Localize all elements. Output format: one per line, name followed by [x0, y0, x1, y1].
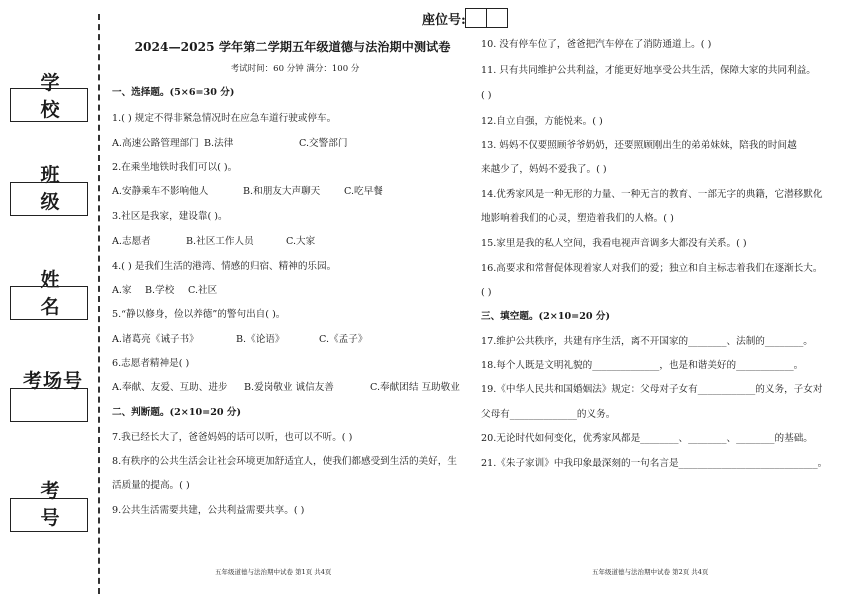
question-4: 4.( ) 是我们生活的港湾、情感的归宿、精神的乐园。	[112, 261, 337, 272]
question-14-cont: 地影响着我们的心灵，塑造着我们的人格。( )	[481, 213, 674, 224]
option-b: B.和朋友大声聊天	[243, 186, 321, 197]
option-a: A.安静乘车不影响他人	[112, 186, 209, 197]
section-fill-title: 三、填空题。(2×10=20 分)	[481, 311, 611, 322]
option-b: B.爱岗敬业 诚信友善	[244, 382, 334, 393]
seat-cell[interactable]	[486, 8, 508, 28]
section-judge-title: 二、判断题。(2×10=20 分)	[112, 407, 242, 418]
exam-number-label: 考 号	[40, 480, 66, 529]
seat-label: 座位号:	[422, 12, 466, 28]
question-18: 18.每个人既是文明礼貌的______________，也是和谐美好的____________。	[481, 360, 804, 371]
question-17: 17.维护公共秩序，共建有序生活，离不开国家的________、法制的________。	[481, 336, 813, 347]
option-a: A.诸葛亮《诫子书》	[112, 334, 199, 345]
question-10: 10. 没有停车位了，爸爸把汽车停在了消防通道上。( )	[481, 39, 712, 50]
option-a: A.奉献、友爱、互助、进步	[112, 382, 228, 393]
question-12: 12.自立自强，方能悦来。( )	[481, 116, 603, 127]
question-8-cont: 活质量的提高。( )	[112, 480, 190, 491]
option-c: C.大家	[286, 236, 316, 247]
binding-line	[98, 14, 100, 594]
school-field[interactable]	[10, 88, 88, 122]
question-13-cont: 来越少了，妈妈不爱我了。( )	[481, 164, 607, 175]
seat-number	[422, 8, 508, 28]
class-field[interactable]	[10, 182, 88, 216]
option-b: B.社区工作人员	[186, 236, 254, 247]
question-5-options	[112, 333, 367, 346]
question-19: 19.《中华人民共和国婚姻法》规定：父母对子女有____________的义务，子女对	[481, 384, 823, 395]
question-2: 2.在乘坐地铁时我们可以( )。	[112, 162, 238, 173]
question-19-cont: 父母有______________的义务。	[481, 409, 616, 420]
question-14: 14.优秀家风是一种无形的力量、一种无言的教育、一部无字的典籍，它潜移默化	[481, 189, 823, 200]
exam-info: 考试时间：60 分钟 满分：100 分	[230, 64, 360, 74]
option-b: B.学校	[145, 285, 175, 296]
exam-number-field[interactable]	[10, 498, 88, 532]
exam-room-label: 考场号	[22, 370, 83, 392]
option-c: C.《孟子》	[319, 334, 368, 345]
option-c: C.奉献团结 互助敬业	[370, 382, 460, 393]
page-title: 2024—2025 学年第二学期五年级道德与法治期中测试卷	[134, 40, 451, 54]
question-20: 20.无论时代如何变化，优秀家风都是________、________、________的基础。	[481, 433, 813, 444]
question-9: 9.公共生活需要共建，公共利益需要共享。( )	[112, 505, 305, 516]
question-16-cont: ( )	[481, 287, 492, 298]
question-5: 5.“静以修身，俭以养德”的警句出自( )。	[112, 309, 286, 320]
question-7: 7.我已经长大了，爸爸妈妈的话可以听，也可以不听。( )	[112, 432, 353, 443]
question-1-options	[112, 137, 347, 150]
option-b: B.《论语》	[236, 334, 285, 345]
school-label: 学 校	[40, 72, 66, 121]
question-11-cont: ( )	[481, 90, 492, 101]
question-8: 8.有秩序的公共生活会让社会环境更加舒适宜人，使我们都感受到生活的美好，生	[112, 456, 457, 467]
section-choice-title: 一、选择题。(5×6=30 分)	[112, 87, 235, 98]
page-footer-right: 五年级道德与法治期中试卷 第2页 共4页	[592, 568, 709, 576]
question-6-options	[112, 381, 460, 394]
seat-cell[interactable]	[465, 8, 487, 28]
question-21: 21.《朱子家训》中我印象最深刻的一句名言是_____________________________。	[481, 458, 828, 469]
option-c: C.交警部门	[299, 138, 348, 149]
option-a: A.高速公路管理部门	[112, 138, 199, 149]
question-2-options	[112, 185, 383, 198]
name-label: 姓 名	[40, 269, 66, 318]
page-footer-left: 五年级道德与法治期中试卷 第1页 共4页	[215, 568, 332, 576]
question-15: 15.家里是我的私人空间，我看电视声音调多大都没有关系。( )	[481, 238, 747, 249]
exam-room-field[interactable]	[10, 388, 88, 422]
question-3-options	[112, 235, 315, 248]
question-4-options	[112, 284, 217, 297]
class-label: 班 级	[40, 164, 66, 213]
question-6: 6.志愿者精神是( )	[112, 358, 190, 369]
name-field[interactable]	[10, 286, 88, 320]
question-13: 13. 妈妈不仅要照顾爷爷奶奶，还要照顾刚出生的弟弟妹妹，陪我的时间越	[481, 140, 797, 151]
question-16: 16.高要求和常督促体现着家人对我们的爱；独立和自主标志着我们在逐渐长大。	[481, 263, 823, 274]
question-3: 3.社区是我家，建设靠( )。	[112, 211, 228, 222]
option-c: C.社区	[188, 285, 218, 296]
option-a: A.志愿者	[112, 236, 151, 247]
option-a: A.家	[112, 285, 132, 296]
question-11: 11. 只有共同维护公共利益，才能更好地享受公共生活，保障大家的共同利益。	[481, 65, 816, 76]
option-c: C.吃早餐	[344, 186, 383, 197]
question-1: 1.( ) 规定不得非紧急情况时在应急车道行驶或停车。	[112, 113, 337, 124]
option-b: B.法律	[204, 138, 234, 149]
